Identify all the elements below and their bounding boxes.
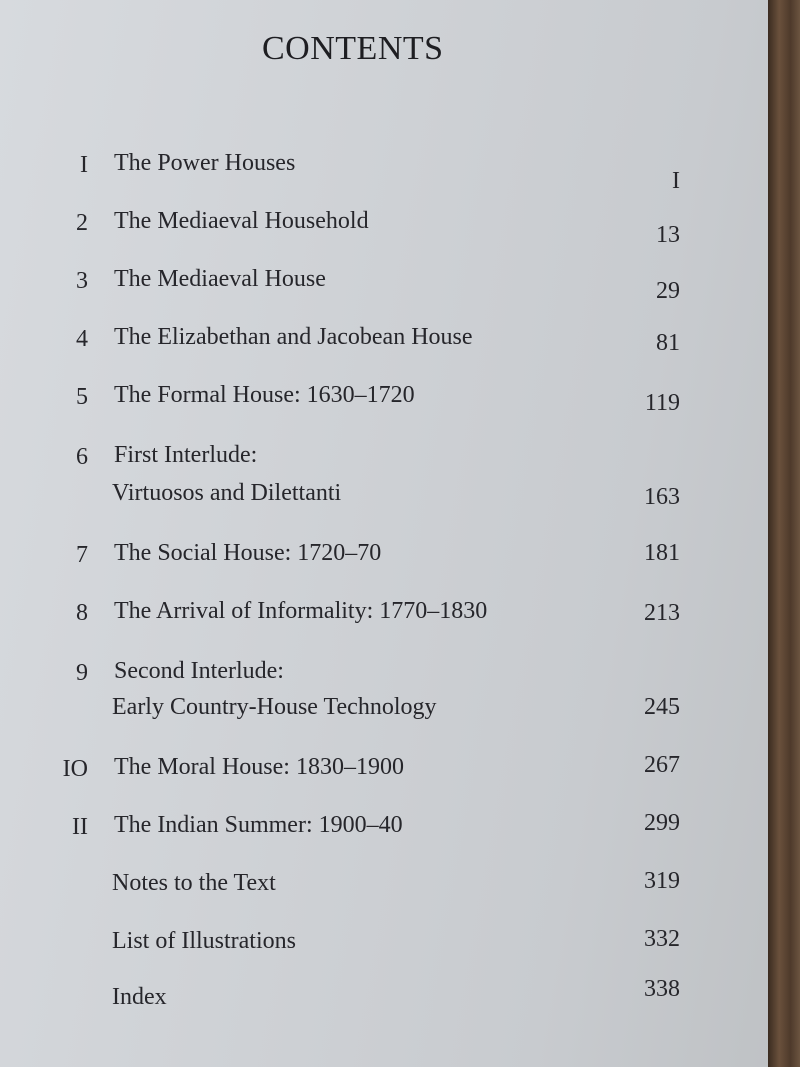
chapter-title: The Arrival of Informality: 1770–1830: [114, 598, 488, 624]
chapter-title: List of Illustrations: [112, 928, 296, 954]
page-number: 332: [644, 926, 680, 952]
chapter-title: Index: [112, 984, 167, 1010]
chapter-title: The Mediaeval House: [114, 266, 326, 292]
chapter-title: The Mediaeval Household: [114, 208, 369, 234]
page-number: 245: [644, 694, 680, 720]
book-spine-edge: [768, 0, 800, 1067]
chapter-title: Early Country-House Technology: [112, 694, 437, 720]
page-number: 29: [656, 278, 680, 304]
page-number: I: [672, 168, 680, 194]
chapter-title: The Elizabethan and Jacobean House: [114, 324, 473, 350]
page-number: 81: [656, 330, 680, 356]
chapter-number: 6: [76, 444, 88, 470]
page-number: 119: [644, 390, 680, 416]
chapter-number: II: [72, 814, 88, 840]
chapter-title: The Indian Summer: 1900–40: [114, 812, 403, 838]
chapter-title: Second Interlude:: [114, 658, 284, 684]
chapter-title: The Social House: 1720–70: [114, 540, 382, 566]
chapter-title: First Interlude:: [114, 442, 258, 468]
chapter-title: Virtuosos and Dilettanti: [112, 480, 342, 506]
chapter-number: 8: [76, 600, 88, 626]
page-number: 163: [644, 484, 680, 510]
page-number: 213: [644, 600, 680, 626]
page-number: 319: [644, 868, 680, 894]
chapter-number: 9: [76, 660, 88, 686]
chapter-number: 5: [76, 384, 88, 410]
chapter-title: The Formal House: 1630–1720: [114, 382, 415, 408]
page-number: 181: [644, 540, 680, 566]
page-number: 13: [656, 222, 680, 248]
contents-heading: CONTENTS: [262, 30, 444, 67]
page-number: 299: [644, 810, 680, 836]
chapter-number: 2: [76, 210, 88, 236]
page-number: 338: [644, 976, 680, 1002]
chapter-number: IO: [62, 756, 88, 782]
page-number: 267: [644, 752, 680, 778]
chapter-title: The Power Houses: [114, 150, 296, 176]
chapter-number: 7: [76, 542, 88, 568]
chapter-title: Notes to the Text: [112, 870, 276, 896]
chapter-number: I: [80, 152, 88, 178]
chapter-title: The Moral House: 1830–1900: [114, 754, 404, 780]
chapter-number: 3: [76, 268, 88, 294]
chapter-number: 4: [76, 326, 88, 352]
